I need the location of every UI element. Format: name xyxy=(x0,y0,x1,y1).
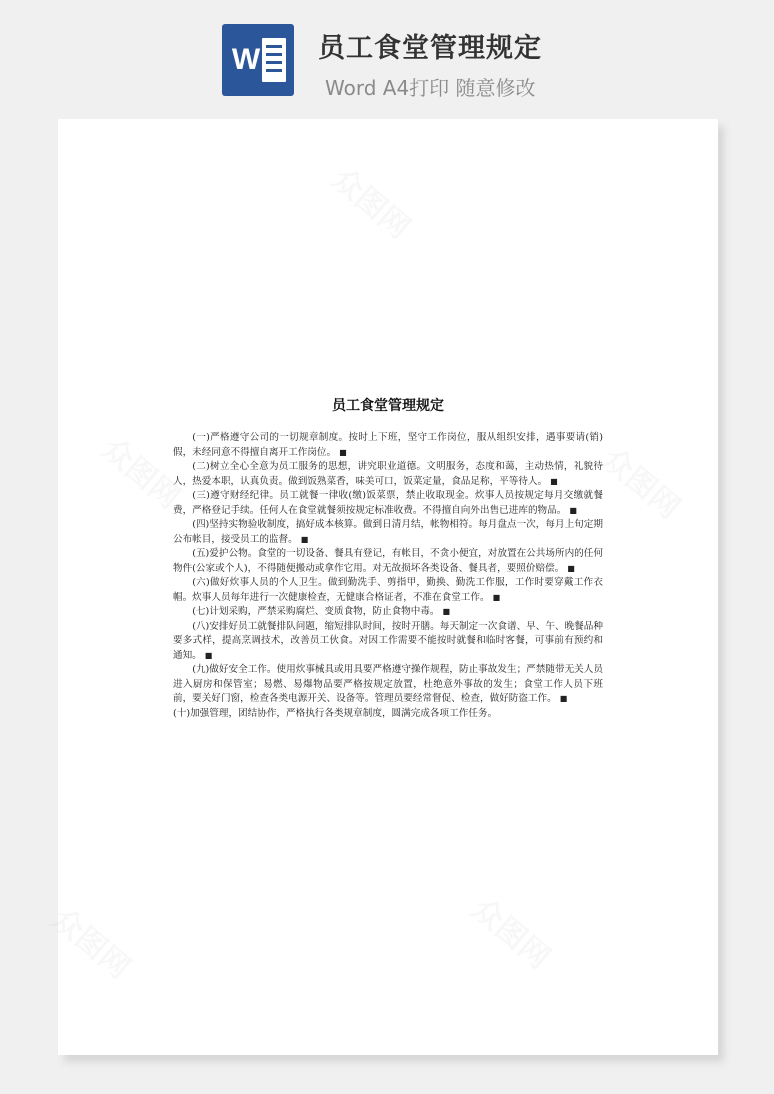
document-lines-icon xyxy=(262,38,286,82)
watermark: 众图网 xyxy=(595,441,687,527)
word-logo-letter: W xyxy=(231,43,261,76)
end-mark: ■ xyxy=(300,534,309,544)
end-mark: ■ xyxy=(559,694,568,703)
document-page xyxy=(45,119,718,1055)
end-mark: ■ xyxy=(204,650,213,660)
paragraph: (九)做好安全工作。使用炊事械具或用具要严格遵守操作规程，防止事故发生；严禁随带无关人员进入厨房和保管室；易燃、易爆物品要严格按规定放置，杜绝意外事故的发生；食堂工作人员下班前，要关好门窗，检查各类电源开关、设备等。管理员要经常督促、检查，做好防盗工作。 ■ xyxy=(173,664,603,704)
paragraph: (七)计划采购，严禁采购腐烂、变质食物，防止食物中毒。 ■ xyxy=(192,606,451,617)
end-mark: ■ xyxy=(567,563,575,573)
paragraph: (一)严格遵守公司的一切规章制度。按时上下班，坚守工作岗位，服从组织安排，遇事要请(销)假，未经同意不得擅自离开工作岗位。 ■ xyxy=(173,432,603,458)
paragraph: (四)坚持实物验收制度，搞好成本核算。做到日清月结，帐物相符。每月盘点一次，每月上旬定期公布帐目，接受员工的监督。 ■ xyxy=(173,519,603,545)
end-mark: ■ xyxy=(492,592,501,602)
paragraph: (十)加强管理，团结协作，严格执行各类规章制度，圆满完成各项工作任务。 xyxy=(173,707,498,719)
watermark: 众图网 xyxy=(45,901,137,987)
end-mark: ■ xyxy=(569,505,577,515)
end-mark: ■ xyxy=(550,476,558,486)
paragraph: (五)爱护公物。食堂的一切设备、餐具有登记，有帐目，不贪小便宜，对放置在公共场所内的任何物件(公家或个人)，不得随便搬动或拿作它用。对无故损坏各类设备、餐具者，要照价赔偿。 ■ xyxy=(173,548,603,574)
document-body xyxy=(173,431,603,721)
end-mark: ■ xyxy=(442,607,451,616)
document-title: 员工食堂管理规定 xyxy=(332,398,444,414)
paragraph: (二)树立全心全意为员工服务的思想，讲究职业道德。文明服务，态度和蔼，主动热情，礼貌待人，热爱本职，认真负责。做到饭熟菜香，味美可口，饭菜定量，食品足称，平等待人。 ■ xyxy=(173,461,603,487)
paragraph: (八)安排好员工就餐排队问题，缩短排队时间，按时开膳。每天制定一次食谱、早、午、晚餐品种要多式样，提高烹调技术，改善员工伙食。对因工作需要不能按时就餐和临时客餐，可事前有预约和通知。 ■ xyxy=(173,620,603,661)
watermark: 众图网 xyxy=(465,891,557,977)
watermark: 众图网 xyxy=(325,161,417,247)
watermark: 众图网 xyxy=(95,431,187,517)
word-icon xyxy=(222,24,294,96)
paragraph: (三)遵守财经纪律。员工就餐一律收(缴)饭菜票，禁止收取现金。炊事人员按规定每月交缴就餐费，严格登记手续。任何人在食堂就餐须按规定标准收费。不得擅自向外出售已进库的物品。 ■ xyxy=(173,490,603,516)
paragraph: (六)做好炊事人员的个人卫生。做到勤洗手、剪指甲，勤换、勤洗工作服，工作时要穿戴工作衣帽。炊事人员每年进行一次健康检查，无健康合格证者，不准在食堂工作。 ■ xyxy=(173,577,603,603)
preview-header xyxy=(0,0,774,118)
header-subtitle: Word A4打印 随意修改 xyxy=(325,76,536,100)
header-title: 员工食堂管理规定 xyxy=(318,33,542,64)
end-mark: ■ xyxy=(339,447,347,457)
